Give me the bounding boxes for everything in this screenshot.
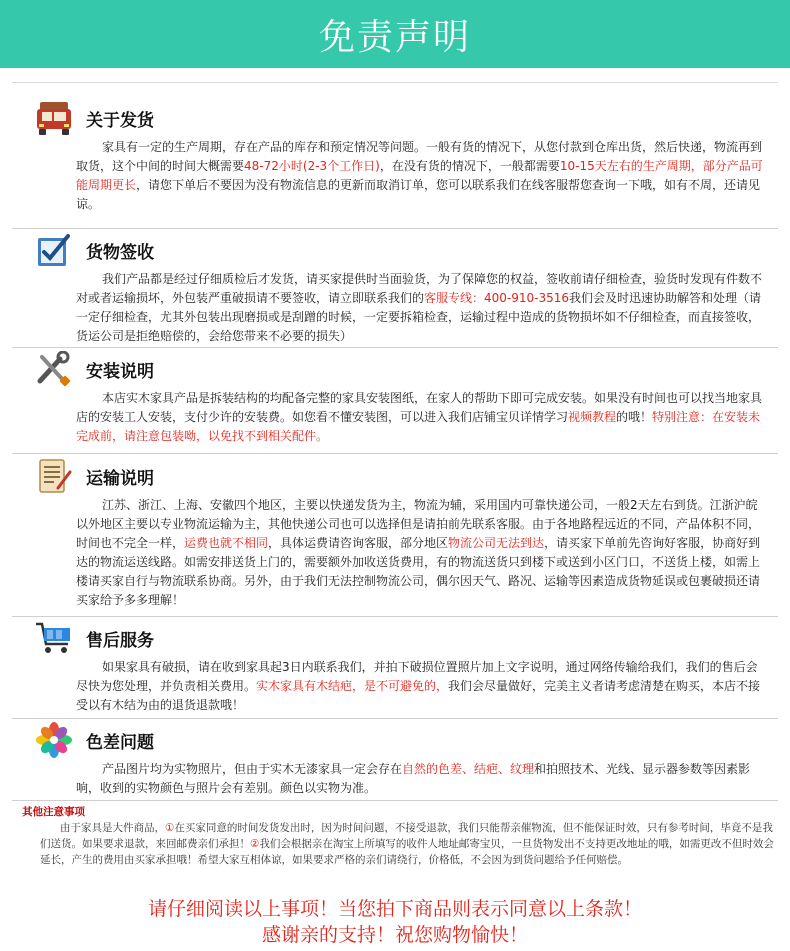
section-install bbox=[12, 351, 778, 451]
other-notes-body bbox=[40, 820, 776, 868]
body-text: 在买家同意的时间发货发出时，因为时间问题，不接受退款，我们只能帮亲催物流，但不能保证时效，只有参考时间，毕竟不是我们送货。如果要求退款，来回邮费亲们承担！ bbox=[40, 822, 773, 850]
highlight-text: 48-72小时(2-3个工作日) bbox=[244, 159, 380, 173]
other-notes-title: 其他注意事项 bbox=[22, 806, 85, 818]
body-text: 的哦！ bbox=[616, 410, 653, 424]
highlight-text: 10-15天左右的生产周期，部分产品可能周期更长 bbox=[76, 159, 763, 192]
highlight-text: 特别注意：在安装未完成前，请注意包装呦，以免找不到相关配件。 bbox=[76, 410, 761, 443]
highlight-text: 实木家具有木结疤，是不可避免的， bbox=[256, 679, 449, 693]
body-text: 产品图片均为实物照片，但由于实木无漆家具一定会存在 bbox=[102, 762, 403, 776]
highlight-text: 运费也就不相同 bbox=[184, 536, 269, 550]
body-text: ，在没有货的情况下，一般都需要 bbox=[379, 159, 560, 173]
section-header bbox=[32, 100, 154, 136]
section-receipt bbox=[12, 232, 778, 344]
body-text: 本店实木家具产品是拆装结构的均配备完整的家具安装图纸，在家人的帮助下即可完成安装。如果没有时间也可以找当地家具店的安装工人安装，支付少许的安装费。如您看不懂安装图，可以进入我们店铺宝贝详情学习 bbox=[76, 391, 763, 424]
divider bbox=[12, 453, 778, 454]
color-flower-icon bbox=[32, 721, 76, 759]
section-transport bbox=[12, 458, 778, 614]
section-title: 售后服务 bbox=[86, 630, 154, 651]
body-text: 江苏、浙江、上海、安徽四个地区，主要以快递发货为主，物流为辅，采用国内可靠快递公司，一般2天左右到货。江浙沪皖以外地区主要以专业物流运输为主，其他快递公司也可以选择但是请拍前先联系客服。由于各地路程远近的不同，产品体积不同，时间也不完全一样， bbox=[76, 498, 761, 550]
header-banner bbox=[0, 0, 790, 68]
tools-icon bbox=[32, 350, 76, 388]
section-body bbox=[76, 496, 764, 610]
page-title: 免责声明 bbox=[318, 16, 471, 58]
section-body bbox=[76, 658, 764, 715]
top-divider bbox=[12, 82, 778, 83]
divider bbox=[12, 718, 778, 719]
section-title: 运输说明 bbox=[86, 468, 154, 489]
divider bbox=[12, 228, 778, 229]
checklist-icon bbox=[32, 231, 76, 269]
body-text: ，具体运费请咨询客服，部分地区 bbox=[268, 536, 449, 550]
section-header bbox=[32, 458, 154, 494]
section-header bbox=[32, 722, 154, 758]
section-shipping bbox=[12, 100, 778, 224]
section-title: 安装说明 bbox=[86, 361, 154, 382]
section-header bbox=[32, 620, 154, 656]
document-pen-icon bbox=[32, 457, 76, 495]
section-header bbox=[32, 351, 154, 387]
highlight-text: ① bbox=[165, 822, 175, 834]
section-body bbox=[76, 760, 764, 798]
body-text: 由于家具是大件商品， bbox=[60, 822, 165, 834]
body-text: 如果家具有破损，请在收到家具起3日内联系我们，并拍下破损位置照片加上文字说明，通过网络传输给我们，我们的售后会尽快为您处理，并负责相关费用。 bbox=[76, 660, 758, 693]
body-text: 家具有一定的生产周期，存在产品的库存和预定情况等问题。一般有货的情况下，从您付款到仓库出货，然后快递，物流再到取货，这个中间的时间大概需要 bbox=[76, 140, 763, 173]
divider bbox=[12, 616, 778, 617]
highlight-text: ② bbox=[250, 838, 260, 850]
section-header bbox=[32, 232, 154, 268]
delivery-truck-icon bbox=[32, 99, 76, 137]
body-text: 我们产品都是经过仔细质检后才发货，请买家提供时当面验货，为了保障您的权益，签收前请仔细检查，验货时发现有件数不对或者运输损坏，外包装严重破损请不要签收，请立即联系我们的 bbox=[76, 272, 763, 305]
section-body bbox=[76, 270, 764, 346]
shopping-cart-icon bbox=[32, 619, 76, 657]
section-body bbox=[76, 138, 764, 214]
section-title: 关于发货 bbox=[86, 110, 154, 131]
body-text: 我们会及时迅速协助解答和处理（请一定仔细检查，尤其外包装出现磨损或是刮蹭的时候，一定要拆箱检查，运输过程中造成的货物损坏如不仔细检查，而直接签收，货运公司是拒绝赔偿的，会给您带来不必要的损失） bbox=[76, 291, 762, 343]
highlight-text: 自然的色差、结疤、纹理 bbox=[402, 762, 535, 776]
section-color bbox=[12, 722, 778, 798]
section-aftersale bbox=[12, 620, 778, 716]
body-text: 我们会尽量做好，完美主义者请考虑清楚在购买，本店不接受以有木结为由的退货退款哦！ bbox=[76, 679, 761, 712]
highlight-text: 视频教程 bbox=[568, 410, 617, 424]
body-text: 我们会根据亲在淘宝上所填写的收件人地址邮寄宝贝，一旦货物发出不支持更改地址的哦，如需更改不但时效会延长，产生的费用由买家承担哦！希望大家互相体谅，如果要求严格的亲们请绕行，价格低，不会因为到货问题给予任何赔偿。 bbox=[40, 838, 774, 866]
section-title: 色差问题 bbox=[86, 732, 154, 753]
body-text: ，请您下单后不要因为没有物流信息的更新而取消订单，您可以联系我们在线客服帮您查询一下哦，如有不周，还请见谅。 bbox=[76, 178, 761, 211]
body-text: ，请买家下单前先咨询好客服，协商好到达的物流运送线路。如需安排送货上门的，需要额外加收送货费用，有的物流送货只到楼下或送到小区门口，不送货上楼，如需上楼请买家自行与物流联系协商。另外，由于我们无法控制物流公司，偶尔因天气、路况、运输等因素造成货物延误或包裹破损还请买家给予多多理解！ bbox=[76, 536, 761, 607]
divider bbox=[12, 800, 778, 801]
closing-line-2: 感谢亲的支持！祝您购物愉快！ bbox=[261, 924, 528, 946]
highlight-text: 物流公司无法到达 bbox=[448, 536, 545, 550]
highlight-text: 客服专线：400-910-3516 bbox=[424, 291, 570, 305]
closing-line-1: 请仔细阅读以上事项！当您拍下商品则表示同意以上条款！ bbox=[147, 898, 642, 920]
section-title: 货物签收 bbox=[86, 242, 154, 263]
divider bbox=[12, 347, 778, 348]
section-body bbox=[76, 389, 764, 446]
body-text: 和拍照技术、光线、显示器参数等因素影响，收到的实物颜色与照片会有差别。颜色以实物为准。 bbox=[76, 762, 751, 795]
